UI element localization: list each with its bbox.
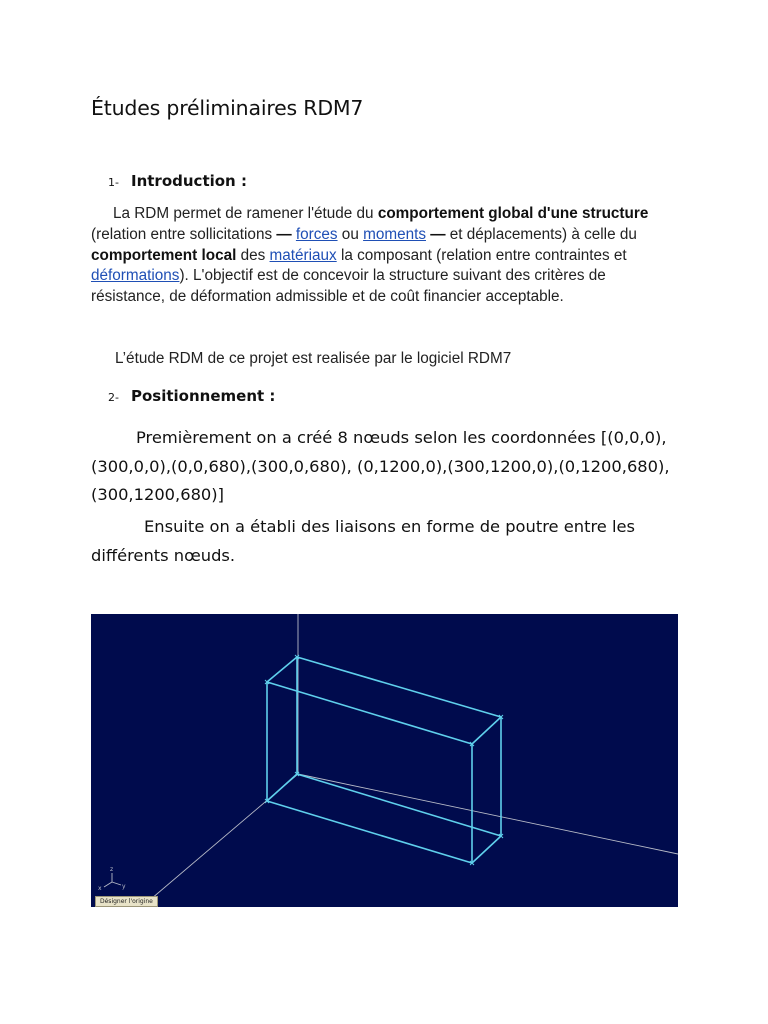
intro-paragraph: La RDM permet de ramener l'étude du comportement global d'une structure (relation entre sollicitations — forces ou moments — et déplacements) à celle du comportement local des matériaux la composant (relation entre contraintes et déformations). L'objectif est de concevoir la structure suivant des critères de résistance, de déformation admissible et de coût financier acceptable. — [91, 205, 649, 306]
triad-label-z: z — [110, 866, 114, 873]
wireframe-svg — [91, 614, 678, 907]
beam — [267, 657, 297, 682]
section-heading-introduction — [108, 172, 247, 190]
page-title: Études préliminaires RDM7 — [91, 96, 364, 120]
beam-elements — [267, 657, 501, 863]
triad-x-axis — [104, 882, 112, 887]
link-moments[interactable]: moments — [363, 225, 426, 243]
link-materiaux[interactable]: matériaux — [269, 246, 337, 264]
bold-phrase: comportement global d'une structure — [377, 205, 649, 222]
node-markers — [265, 655, 503, 865]
link-deformations[interactable]: déformations — [91, 267, 180, 285]
section-heading-positionnement — [108, 387, 275, 405]
triad-y-axis — [112, 882, 121, 885]
rdm7-structure-view — [91, 614, 678, 907]
beam — [472, 836, 501, 863]
beam — [297, 774, 501, 836]
section-number: 2- — [108, 391, 119, 404]
bold-phrase: comportement local — [91, 246, 237, 264]
link-forces[interactable]: forces — [295, 225, 338, 243]
beams-paragraph: Ensuite on a établi des liaisons en forme de poutre entre les différents nœuds. — [91, 517, 636, 565]
section-number: 1- — [108, 176, 119, 189]
nodes-paragraph: Premièrement on a créé 8 nœuds selon les coordonnées [(0,0,0),(300,0,0),(0,0,680),(300,0,680), (0,1200,0),(300,1200,0),(0,1200,680),(300,1200,680)] — [91, 428, 670, 504]
beam — [472, 717, 501, 744]
section-label: Introduction : — [131, 172, 247, 190]
beam — [267, 801, 472, 863]
triad-label-y: y — [122, 883, 126, 890]
axis-right-diagonal — [298, 774, 678, 854]
axis-triad — [98, 866, 126, 892]
triad-label-x: x — [98, 885, 102, 892]
beam — [267, 774, 297, 801]
global-axes — [151, 614, 678, 899]
beam — [297, 657, 501, 717]
designate-origin-button[interactable]: Désigner l'origine — [95, 896, 158, 907]
section-label: Positionnement : — [131, 387, 276, 405]
software-line: L’étude RDM de ce projet est realisée par le logiciel RDM7 — [115, 350, 512, 367]
